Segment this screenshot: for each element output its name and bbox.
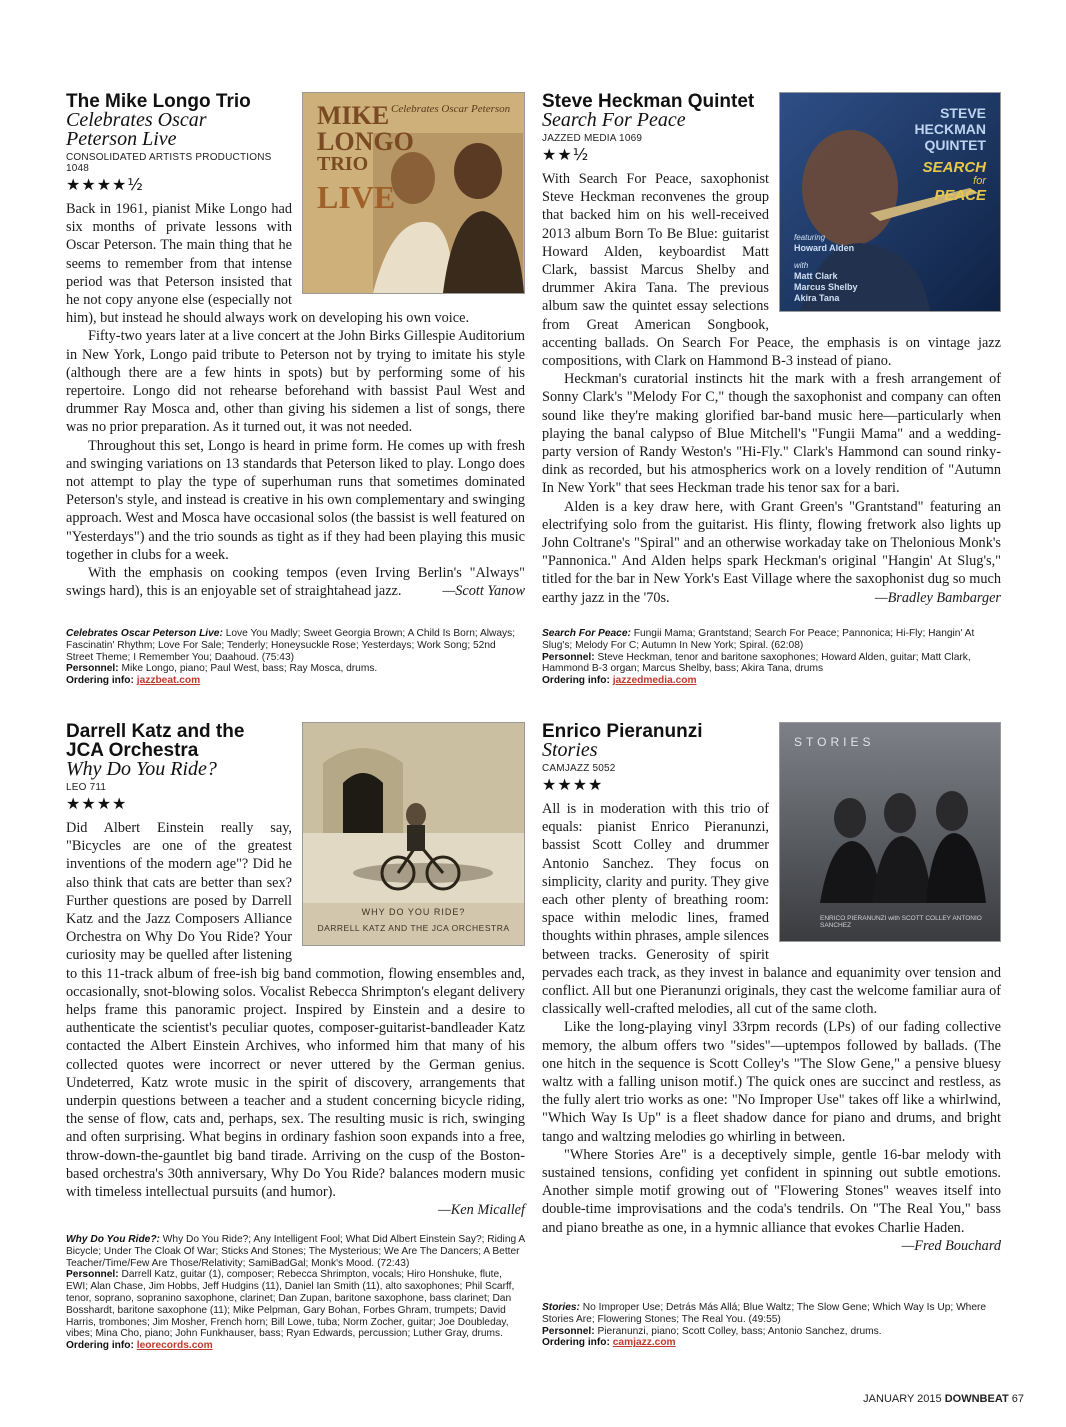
ordering-info	[542, 675, 1001, 687]
album-notes-steve-heckman	[542, 628, 1001, 687]
album-title: Stories	[542, 739, 598, 761]
cover-title-search: SEARCH	[922, 159, 986, 176]
record-label: LEO 711	[66, 782, 107, 793]
personnel-label: Personnel:	[542, 1325, 595, 1337]
review-mike-longo	[66, 92, 525, 600]
album-notes-mike-longo	[66, 628, 525, 687]
paragraph	[542, 498, 1001, 607]
album-title: Why Do You Ride?	[66, 758, 217, 780]
ordering-label: Ordering info:	[66, 1340, 134, 1352]
paragraph: "Where Stories Are" is a deceptively simple, gentle 16-bar melody with sustained tensions, confiding yet confident in spinning out subtle emotions. Another simple motif growing out of "Flowering Stones" weaves itself into double-time improvisations and the coda's tendrils. On "The Real You," bass and piano breathe as one, in a hymnic alliance that evokes Charlie Haden.	[542, 1146, 1001, 1236]
cover-title-peace: PEACE	[934, 187, 986, 204]
personnel	[542, 652, 1001, 676]
personnel-label: Personnel:	[66, 1269, 119, 1281]
star-rating: ★★½	[542, 145, 590, 164]
star-rating: ★★★★	[66, 794, 128, 813]
album-cover-enrico-pieranunzi	[779, 722, 1001, 942]
artist-name: Steve Heckman Quintet	[542, 91, 755, 112]
record-label: JAZZED MEDIA 1069	[542, 133, 643, 144]
personnel	[542, 1326, 1001, 1338]
album-cover-mike-longo	[302, 92, 525, 294]
track-list-title: Stories:	[542, 1302, 580, 1313]
personnel-text: Darrell Katz, guitar (1), composer; Rebecca Shrimpton, vocals; Hiro Honshuke, flute, EWI; Alan Chase, Jim Hobbs, Jeff Hudgins (11), Daniel Ian Smith (11), alto saxophones; Phil Scarff, tenor, soprano, sopranino saxophone, clarinet; Dan Zupan, baritone saxophone, bass clarinet; Dan Bosshardt, baritone saxophone (11); Mike Pelpman, Gary Bohan, Forbes Ghram, trumpets; David Harris, trombones; Jim Mosher, French horn; Bill Lowe, tuba; Norm Zocher, guitar; Joe Doubleday, vibes; Mina Cho, piano; John Funkhauser, bass; Ryan Edwards, percussion; Luther Gray, drums.	[66, 1269, 515, 1340]
album-title-line2: Peterson Live	[66, 128, 177, 150]
ordering-link[interactable]: jazzbeat.com	[136, 675, 201, 687]
byline: —Scott Yanow	[442, 583, 525, 600]
paragraph: All is in moderation with this trio of equals: pianist Enrico Pieranunzi, bassist Scott Colley and drummer Antonio Sanchez. They focus on simplicity, clarity and purity. They give each other plenty of breathing room: space within melodic lines, framed thoughts within phrases, ample silences between tracks. Generosity of spirit pervades each track, as they invest in balance and equanimity over tension and conflict. All but one Pieranunzi originals, they cast the welcome familiar aura of classically well-crafted melodies, all cut of the same cloth.	[542, 801, 1001, 1018]
cover-name-quintet: QUINTET	[924, 137, 986, 153]
track-list	[542, 1302, 1001, 1326]
ordering-label: Ordering info:	[542, 1337, 610, 1349]
personnel	[66, 1269, 525, 1340]
cover-subtitle: DARRELL KATZ AND THE JCA ORCHESTRA	[317, 923, 510, 933]
album-notes-darrell-katz	[66, 1234, 525, 1352]
personnel-label: Personnel:	[66, 663, 119, 675]
cover-title-trio: TRIO	[317, 153, 369, 175]
cover-featuring: featuring	[794, 233, 826, 242]
cover-subtitle: Celebrates Oscar Peterson	[391, 103, 511, 115]
page-footer	[863, 1393, 1024, 1405]
ordering-link[interactable]: leorecords.com	[136, 1340, 213, 1352]
cover-title-live: LIVE	[317, 179, 396, 215]
cover-credits: ENRICO PIERANUNZI with SCOTT COLLEY ANTONIO SANCHEZ	[820, 915, 982, 929]
paragraph	[66, 564, 525, 600]
personnel	[66, 663, 525, 675]
personnel-label: Personnel:	[542, 651, 595, 663]
star-rating: ★★★★½	[66, 175, 144, 194]
star-rating: ★★★★	[542, 775, 604, 794]
cover-featuring-name: Howard Alden	[794, 243, 855, 253]
issue-date: JANUARY 2015	[863, 1393, 942, 1405]
cover-with: with	[794, 261, 809, 270]
magazine-name: DOWNBEAT	[944, 1393, 1009, 1405]
cover-member-3: Akira Tana	[794, 293, 840, 303]
paragraph-text: Alden is a key draw here, with Grant Green's "Grantstand" featuring an electrifying solo from the guitarist. His flinty, flowing fretwork also lights up John Coltrane's "Spiral" and an otherwise workaday take on Thelonious Monk's "Pannonica." And Alden helps spark Heckman's original "Hangin' At Slug's," titled for the bar in New York's East Village where the saxophonist dug so much earthy jazz in the '70s.	[542, 498, 1001, 606]
cover-title: WHY DO YOU RIDE?	[361, 907, 466, 917]
artist-name: Enrico Pieranunzi	[542, 721, 703, 742]
paragraph: Throughout this set, Longo is heard in prime form. He comes up with fresh and swinging variations on 13 standards that Peterson liked to play. Longo does not attempt to play the type of superhuman runs that sometimes dominated Peterson's style, and instead is creative in his own complementary and swinging approach. West and Mosca have occasional solos (the bassist is well featured on "Yesterdays") and the trio sounds as tight as if they had been playing this music together in clubs for a week.	[66, 437, 525, 563]
review-darrell-katz	[66, 722, 525, 1219]
track-list-title: Celebrates Oscar Peterson Live:	[66, 628, 223, 639]
personnel-text: Pieranunzi, piano; Scott Colley, bass; Antonio Sanchez, drums.	[597, 1325, 882, 1337]
cover-title-mike: MIKE	[317, 101, 390, 130]
ordering-label: Ordering info:	[66, 675, 134, 687]
cover-title-longo: LONGO	[317, 127, 414, 156]
album-title-line1: Celebrates Oscar	[66, 109, 207, 131]
track-list	[542, 628, 1001, 652]
page-number: 67	[1011, 1393, 1024, 1405]
personnel-text: Mike Longo, piano; Paul West, bass; Ray Mosca, drums.	[121, 663, 378, 675]
ordering-link[interactable]: camjazz.com	[612, 1337, 676, 1349]
cover-title-for: for	[973, 175, 986, 187]
byline: —Bradley Bambarger	[874, 589, 1001, 606]
paragraph-text: With the emphasis on cooking tempos (even Irving Berlin's "Always" swings hard), this is an enjoyable set of straightahead jazz.	[66, 565, 525, 600]
track-list-text: No Improper Use; Detrás Más Allá; Blue Waltz; The Slow Gene; Which Way Is Up; Where Stories Are; Flowering Stones; The Real You. (49:55)	[542, 1302, 987, 1325]
cover-title: STORIES	[794, 735, 875, 749]
paragraph: Did Albert Einstein really say, "Bicycles are one of the greatest inventions of the modern age"? Did he also think that cats are better than sex? Further questions are posed by Darrell Katz and the Jazz Composers Alliance Orchestra on Why Do You Ride? Your curiosity may be quelled after listening to this 11-track album of free-ish big band commotion, flowing ensembles and, occasionally, snot-blowing solos. Vocalist Rebecca Shrimpton's elegant delivery helps frame this panoramic project. Inspired by Einstein and a desire to authenticate the scientist's peculiar quotes, composer-guitarist-bandleader Katz contacted the Albert Einstein Archives, who informed him that many of his collected quotes were incorrect or never uttered by the German genius. Undeterred, Katz wrote music in the spirit of discovery, arrangements that underpin questions between a teacher and a student concerning bicycle riding, the sense of flow, cats and, perhaps, sex. The resulting music is rich, swinging and often surprising. What begins in ordinary fashion soon expands into a free, throw-down-the-gauntlet big band tirade. Arriving on the cusp of the Boston-based orchestra's 30th anniversary, Why Do You Ride? balances modern music with timeless intellectual pursuits (and humor).	[66, 820, 525, 1201]
paragraph: With Search For Peace, saxophonist Steve Heckman reconvenes the group that backed him on his well-received 2013 album Born To Be Blue: guitarist Howard Alden, keyboardist Matt Clark, bassist Marcus Shelby and drummer Akira Tana. The previous album saw the quintet essay selections from Great American Songbook, accenting ballads. On Search For Peace, the emphasis is on vintage jazz compositions, with Clark on Hammond B-3 instead of piano.	[542, 171, 1001, 370]
record-label: CONSOLIDATED ARTISTS PRODUCTIONS 1048	[66, 152, 272, 174]
byline: —Fred Bouchard	[901, 1237, 1001, 1254]
ordering-label: Ordering info:	[542, 675, 610, 687]
ordering-info	[542, 1337, 1001, 1349]
track-list-title: Search For Peace:	[542, 628, 631, 639]
cover-member-2: Marcus Shelby	[794, 282, 858, 292]
paragraph: Like the long-playing vinyl 33rpm records (LPs) of our fading collective memory, the album offers two "sides"—uptempos followed by ballads. (The one hitch in the sequence is Scott Colley's "The Slow Gene," a pensive bluesy waltz with a falling unison motif.) The quick ones are succinct and restless, as the fully alert trio works as one: "No Improper Use" takes off like a whirlwind, "Which Way Is Up" is a fleet shadow dance for piano and drums, and bright tango and waltzing melodies go whirling in between.	[542, 1019, 1001, 1145]
ordering-link[interactable]: jazzedmedia.com	[612, 675, 697, 687]
review-steve-heckman	[542, 92, 1001, 607]
cover-name-steve: STEVE	[940, 105, 986, 121]
album-cover-steve-heckman	[779, 92, 1001, 312]
album-cover-darrell-katz	[302, 722, 525, 946]
artist-name: The Mike Longo Trio	[66, 91, 251, 112]
byline: —Ken Micallef	[438, 1202, 525, 1219]
track-list	[66, 628, 525, 663]
track-list-text: Love You Madly; Sweet Georgia Brown; A Child Is Born; Always; Fascinatin' Rhythm; Love For Sale; Tenderly; Honeysuckle Rose; Yesterdays; Work Song; 52nd Street Theme; I Remember You; Daahoud. (75:43)	[66, 628, 516, 663]
artist-name-line1: Darrell Katz and the	[66, 721, 245, 742]
paragraph: Heckman's curatorial instincts hit the mark with a fresh arrangement of Sonny Clark's "Melody For C," though the saxophonist and company can often sound like they're making glorified bar-band music here—particularly when playing the banal calypso of Blue Mitchell's "Fungii Mama" and a wedding-party version of Randy Weston's "Hi-Fly." Clark's Hammond can sound rinky-dink as recorded, but his atmospherics work on a lovely rendition of "Autumn In New York" that sees Heckman trade his tenor sax for a bari.	[542, 371, 1001, 497]
album-cover-art	[780, 723, 1000, 941]
cover-name-heckman: HECKMAN	[914, 121, 986, 137]
paragraph: Back in 1961, pianist Mike Longo had six months of private lessons with Oscar Peterson. The main thing that he seems to remember from that intense period was that Peterson insisted that he not copy anyone else (especially not him), but instead he should always work on developing his own voice.	[66, 201, 470, 327]
review-enrico-pieranunzi	[542, 722, 1001, 1255]
album-title: Search For Peace	[542, 109, 686, 131]
record-label: CAMJAZZ 5052	[542, 763, 616, 774]
cover-member-1: Matt Clark	[794, 271, 838, 281]
ordering-info	[66, 1340, 525, 1352]
album-notes-enrico-pieranunzi	[542, 1302, 1001, 1349]
track-list-text: Why Do You Ride?; Any Intelligent Fool; What Did Albert Einstein Say?; Riding A Bicycle; Under The Cloak Of War; Sticks And Stones; The Mysterious; We Are The Dancers; A Better Teacher/Time/Few Are Those/Relativity; SamiBadGal; Monk's Mood. (72:43)	[66, 1234, 525, 1269]
personnel-text: Steve Heckman, tenor and baritone saxophones; Howard Alden, guitar; Matt Clark, Hammond B-3 organ; Marcus Shelby, bass; Akira Tana, drums	[542, 651, 971, 675]
paragraph: Fifty-two years later at a live concert at the John Birks Gillespie Auditorium in New York, Longo paid tribute to Peterson not by trying to imitate his style (although there are a few hints in spots) but by performing some of his repertoire. Longo did not rehearse beforehand with bassist Paul West and drummer Ray Mosca and, other than giving his sidemen a list of songs, there was no prior preparation. As it turned out, it was not needed.	[66, 328, 525, 436]
track-list-text: Fungii Mama; Grantstand; Search For Peace; Pannonica; Hi-Fly; Hangin' At Slug's; Melody For C; Autumn In New York; Spiral. (62:08)	[542, 628, 975, 651]
ordering-info	[66, 675, 525, 687]
track-list	[66, 1234, 525, 1269]
track-list-title: Why Do You Ride?:	[66, 1234, 160, 1245]
artist-name-line2: JCA Orchestra	[66, 740, 199, 761]
